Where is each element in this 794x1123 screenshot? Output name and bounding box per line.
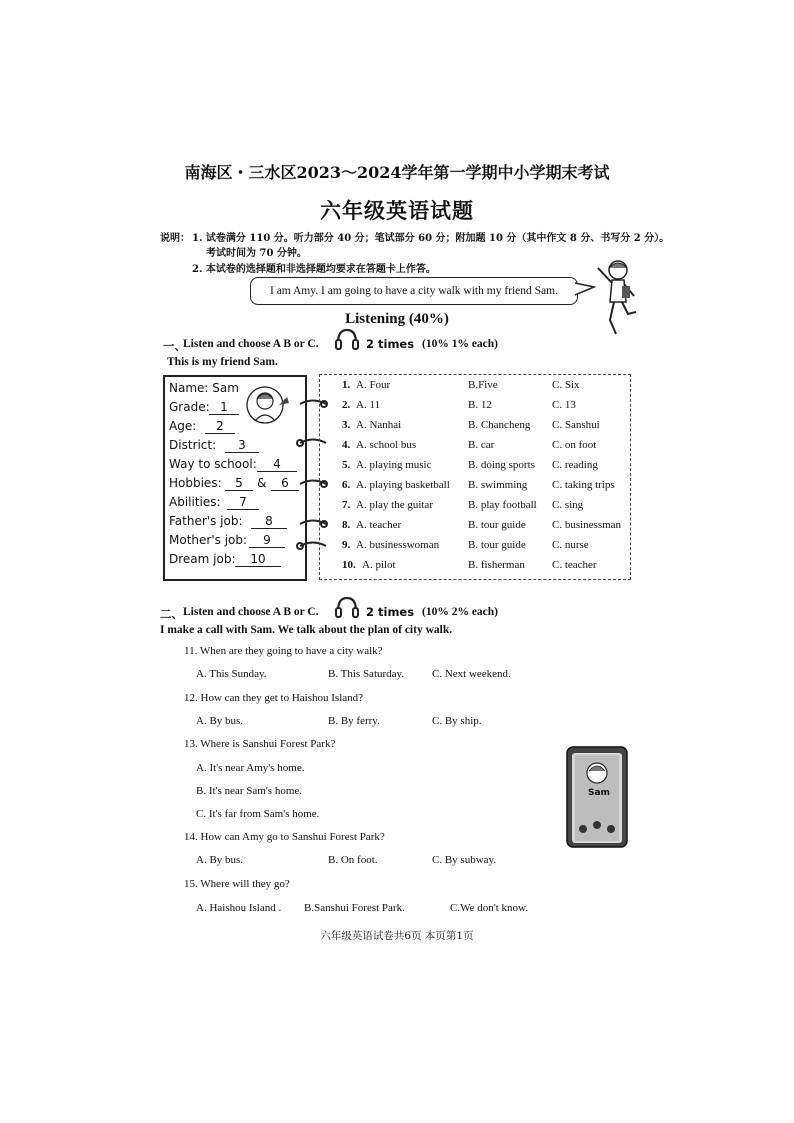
blank-1: 1 <box>209 400 239 415</box>
q13-option-c: C. It's far from Sam's home. <box>196 808 320 820</box>
option-8-c: C. businessman <box>552 519 622 531</box>
option-num-10: 10. <box>342 559 356 571</box>
card-hobbies-label: Hobbies: <box>169 476 222 490</box>
question-15: 15. Where will they go? <box>184 878 290 890</box>
q12-option-c: C. By ship. <box>432 715 482 727</box>
section2-intro: I make a call with Sam. We talk about the plan of city walk. <box>160 624 453 636</box>
q12-option-b: B. By ferry. <box>328 715 380 727</box>
option-2-c: C. 13 <box>552 399 576 411</box>
question-12: 12. How can they get to Haishou Island? <box>184 692 364 704</box>
option-5-c: C. reading <box>552 459 598 471</box>
q13-option-a: A. It's near Amy's home. <box>196 762 305 774</box>
option-10-a: A. pilot <box>362 559 396 571</box>
option-1-c: C. Six <box>552 379 580 391</box>
q15-option-c: C.We don't know. <box>450 902 528 914</box>
option-5-a: A. playing music <box>356 459 432 471</box>
q12-option-a: A. By bus. <box>196 715 244 727</box>
blank-7: 7 <box>227 495 259 510</box>
option-2-b: B. 12 <box>468 399 492 411</box>
blank-2: 2 <box>205 419 235 434</box>
section1-intro: This is my friend Sam. <box>167 356 278 368</box>
q14-option-c: C. By subway. <box>432 854 497 866</box>
option-10-c: C. teacher <box>552 559 597 571</box>
card-name: Name: Sam <box>169 381 239 395</box>
blank-3: 3 <box>225 438 259 453</box>
speech-bubble: I am Amy. I am going to have a city walk with my friend Sam. <box>250 277 578 305</box>
listening-heading: Listening (40%) <box>345 311 449 327</box>
option-6-b: B. swimming <box>468 479 528 491</box>
exam-title: 南海区・三水区2023～2024学年第一学期中小学期末考试 <box>184 163 610 182</box>
option-num-6: 6. <box>342 479 351 491</box>
option-num-2: 2. <box>342 399 351 411</box>
headphones-icon <box>334 327 360 351</box>
question-14: 14. How can Amy go to Sanshui Forest Park? <box>184 831 385 843</box>
blank-9: 9 <box>249 533 285 548</box>
card-dream-label: Dream job: <box>169 552 236 566</box>
option-num-1: 1. <box>342 379 351 391</box>
section2-instruction: Listen and choose A B or C. <box>183 606 319 618</box>
option-num-4: 4. <box>342 439 351 451</box>
option-9-a: A. businesswoman <box>356 539 440 551</box>
option-num-8: 8. <box>342 519 351 531</box>
blank-4: 4 <box>257 457 297 472</box>
q15-option-a: A. Haishou Island . <box>196 902 282 914</box>
notes-label: 说明： <box>160 233 190 244</box>
option-1-b: B.Five <box>468 379 498 391</box>
headphones-icon <box>334 595 360 619</box>
section1-times: 2 times <box>366 337 415 351</box>
card-grade-label: Grade: <box>169 400 210 414</box>
option-7-a: A. play the guitar <box>356 499 433 511</box>
phone-call-illustration <box>565 745 631 851</box>
option-6-a: A. playing basketball <box>356 479 450 491</box>
card-way-label: Way to school: <box>169 457 257 471</box>
section2-number: 二、 <box>160 607 183 621</box>
question-11: 11. When are they going to have a city walk? <box>184 645 383 657</box>
sam-portrait <box>243 383 291 427</box>
option-num-3: 3. <box>342 419 351 431</box>
option-6-c: C. taking trips <box>552 479 615 491</box>
blank-5: 5 <box>225 476 253 491</box>
section2-score: (10% 2% each) <box>422 606 499 618</box>
option-5-b: B. doing sports <box>468 459 535 471</box>
card-abilities-label: Abilities: <box>169 495 221 509</box>
q11-option-b: B. This Saturday. <box>328 668 405 680</box>
exam-subtitle: 六年级英语试题 <box>320 198 474 223</box>
option-7-b: B. play football <box>468 499 537 511</box>
option-num-5: 5. <box>342 459 351 471</box>
option-8-a: A. teacher <box>356 519 402 531</box>
option-8-b: B. tour guide <box>468 519 526 531</box>
option-7-c: C. sing <box>552 499 584 511</box>
option-4-b: B. car <box>468 439 495 451</box>
option-3-c: C. Sanshui <box>552 419 600 431</box>
options-box <box>319 374 631 580</box>
hobbies-ampersand: & <box>257 476 267 490</box>
blank-8: 8 <box>251 514 287 529</box>
q11-option-a: A. This Sunday. <box>196 668 267 680</box>
section1-instruction: Listen and choose A B or C. <box>183 338 319 350</box>
option-4-c: C. on foot <box>552 439 597 451</box>
option-9-c: C. nurse <box>552 539 589 551</box>
card-mother-label: Mother's job: <box>169 533 248 547</box>
question-13: 13. Where is Sanshui Forest Park? <box>184 738 336 750</box>
card-father-label: Father's job: <box>169 514 243 528</box>
option-2-a: A. 11 <box>356 399 381 411</box>
option-9-b: B. tour guide <box>468 539 526 551</box>
section1-score: (10% 1% each) <box>422 338 499 350</box>
option-num-9: 9. <box>342 539 351 551</box>
page-footer: 六年级英语试卷共6页 本页第1页 <box>320 930 474 942</box>
q15-option-b: B.Sanshui Forest Park. <box>304 902 405 914</box>
option-num-7: 7. <box>342 499 351 511</box>
blank-6: 6 <box>271 476 299 491</box>
q14-option-b: B. On foot. <box>328 854 378 866</box>
blank-10: 10 <box>235 552 281 567</box>
q11-option-c: C. Next weekend. <box>432 668 511 680</box>
card-district-label: District: <box>169 438 217 452</box>
q13-option-b: B. It's near Sam's home. <box>196 785 303 797</box>
notes-line1: 1. 试卷满分 110 分。听力部分 40 分；笔试部分 60 分；附加题 10 分（其中作文 8 分、书写分 2 分）。 <box>192 233 670 244</box>
option-10-b: B. fisherman <box>468 559 525 571</box>
option-4-a: A. school bus <box>356 439 417 451</box>
option-1-a: A. Four <box>356 379 391 391</box>
q14-option-a: A. By bus. <box>196 854 244 866</box>
section2-times: 2 times <box>366 605 415 619</box>
sam-info-card <box>163 375 307 581</box>
notes-line1b: 考试时间为 70 分钟。 <box>206 248 307 259</box>
notes-line2: 2. 本试卷的选择题和非选择题均要求在答题卡上作答。 <box>192 264 436 275</box>
option-3-b: B. Chancheng <box>468 419 531 431</box>
section1-number: 一、 <box>163 339 186 353</box>
option-3-a: A. Nanhai <box>356 419 402 431</box>
card-age-label: Age: <box>169 419 197 433</box>
phone-caller-name: Sam <box>588 788 610 798</box>
